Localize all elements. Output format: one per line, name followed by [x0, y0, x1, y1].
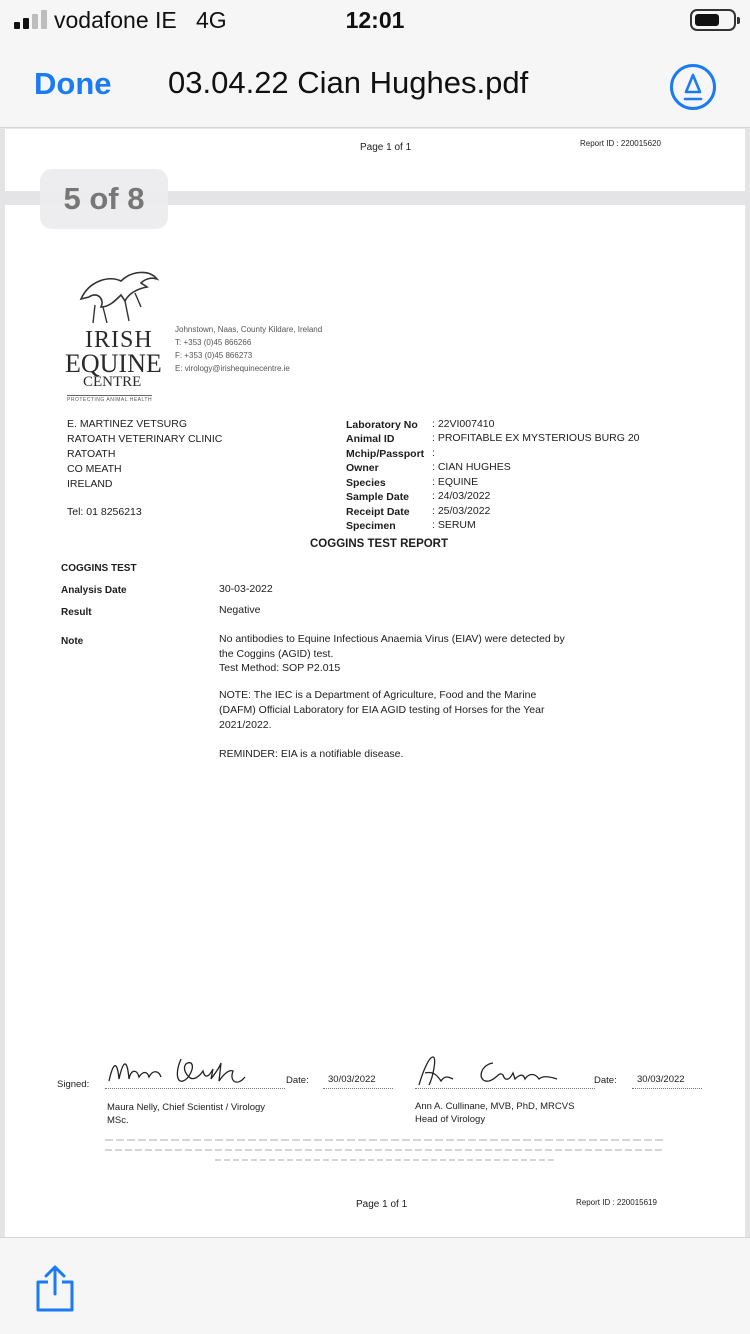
- date-line: [632, 1088, 702, 1089]
- field-label: Receipt Date: [346, 506, 410, 518]
- footer-report-id: Report ID : 220015619: [576, 1198, 657, 1207]
- signature-maura-nelly: [105, 1051, 255, 1091]
- signed-label: Signed:: [57, 1079, 90, 1090]
- field-value: :: [432, 447, 435, 459]
- network-type: 4G: [195, 7, 227, 33]
- result-value: Negative: [219, 604, 261, 616]
- logo-line-3: CENTRE: [83, 374, 142, 390]
- document-title: 03.04.22 Cian Hughes.pdf: [168, 65, 529, 100]
- bottom-toolbar: [0, 1237, 750, 1334]
- field-label: Sample Date: [346, 491, 410, 503]
- document-page: [5, 205, 745, 1237]
- reminder-text: REMINDER: EIA is a notifiable disease.: [219, 748, 404, 760]
- done-button[interactable]: Done: [34, 66, 112, 101]
- field-label: Owner: [346, 462, 379, 474]
- field-value: : 25/03/2022: [432, 505, 491, 517]
- sig1-degree: MSc.: [107, 1115, 129, 1126]
- prev-page-footer: Page 1 of 1: [360, 142, 412, 153]
- carrier-name: vodafone IE: [54, 7, 177, 33]
- date-line: [323, 1088, 393, 1089]
- prev-report-id: Report ID : 220015620: [580, 139, 661, 148]
- recipient-tel: Tel: 01 8256213: [67, 506, 142, 518]
- recipient-line: CO MEATH: [67, 463, 122, 475]
- logo-line-1: IRISH: [85, 327, 153, 353]
- status-bar: [0, 0, 750, 40]
- recipient-line: RATOATH: [67, 448, 116, 460]
- signature-ann-cullinane: [415, 1051, 565, 1091]
- date-label: Date:: [594, 1075, 617, 1086]
- field-value: : EQUINE: [432, 476, 479, 488]
- sig2-role: Head of Virology: [415, 1114, 486, 1125]
- signature-line: [415, 1088, 595, 1089]
- field-label: Species: [346, 477, 386, 489]
- field-label: Specimen: [346, 520, 396, 532]
- result-label: Result: [61, 607, 92, 618]
- analysis-date-label: Analysis Date: [61, 585, 127, 596]
- page-indicator: 5 of 8: [40, 169, 168, 229]
- field-value: : 24/03/2022: [432, 490, 491, 502]
- field-value: : 22VI007410: [432, 418, 495, 430]
- test-name: COGGINS TEST: [61, 563, 137, 574]
- note2-line: NOTE: The IEC is a Department of Agriculture, Food and the Marine: [219, 689, 537, 701]
- note2-line: (DAFM) Official Laboratory for EIA AGID testing of Horses for the Year: [219, 704, 545, 716]
- contact-tel: T: +353 (0)45 866266: [175, 338, 252, 347]
- contact-fax: F: +353 (0)45 866273: [175, 351, 253, 360]
- sig1-date: 30/03/2022: [328, 1074, 376, 1085]
- field-value: : PROFITABLE EX MYSTERIOUS BURG 20: [432, 432, 640, 444]
- field-value: : CIAN HUGHES: [432, 461, 511, 473]
- analysis-date-value: 30-03-2022: [219, 583, 273, 595]
- note-label: Note: [61, 636, 84, 647]
- note2-line: 2021/2022.: [219, 719, 272, 731]
- nav-bar: [0, 40, 750, 128]
- pdf-viewer[interactable]: [0, 129, 750, 1237]
- sig1-name: Maura Nelly, Chief Scientist / Virology: [107, 1102, 266, 1113]
- report-title: COGGINS TEST REPORT: [310, 538, 449, 550]
- horse-logo-icon: [75, 267, 165, 329]
- field-value: : SERUM: [432, 519, 476, 531]
- share-icon[interactable]: [34, 1264, 76, 1319]
- field-label: Mchip/Passport: [346, 448, 425, 460]
- clock: 12:01: [345, 7, 405, 33]
- battery-icon: [690, 9, 736, 31]
- contact-address: Johnstown, Naas, County Kildare, Ireland: [175, 325, 323, 334]
- signature-line: [105, 1088, 285, 1089]
- note-line: No antibodies to Equine Infectious Anaemia Virus (EIAV) were detected by: [219, 633, 565, 645]
- recipient-line: RATOATH VETERINARY CLINIC: [67, 433, 223, 445]
- page-footer: Page 1 of 1: [356, 1199, 408, 1210]
- note-line: the Coggins (AGID) test.: [219, 648, 334, 660]
- field-label: Laboratory No: [346, 419, 418, 431]
- recipient-line: IRELAND: [67, 478, 113, 490]
- field-label: Animal ID: [346, 433, 395, 445]
- date-label: Date:: [286, 1075, 309, 1086]
- recipient-line: E. MARTINEZ VETSURG: [67, 418, 187, 430]
- sig2-name: Ann A. Cullinane, MVB, PhD, MRCVS: [415, 1101, 575, 1112]
- contact-email: E: virology@irishequinecentre.ie: [175, 364, 290, 373]
- note-line: Test Method: SOP P2.015: [219, 662, 341, 674]
- logo-line-2: EQUINE: [65, 349, 162, 378]
- disclaimer-blur: [105, 1135, 665, 1171]
- markup-pen-icon[interactable]: [670, 64, 716, 110]
- sig2-date: 30/03/2022: [637, 1074, 685, 1085]
- logo-tagline: PROTECTING ANIMAL HEALTH: [67, 397, 153, 403]
